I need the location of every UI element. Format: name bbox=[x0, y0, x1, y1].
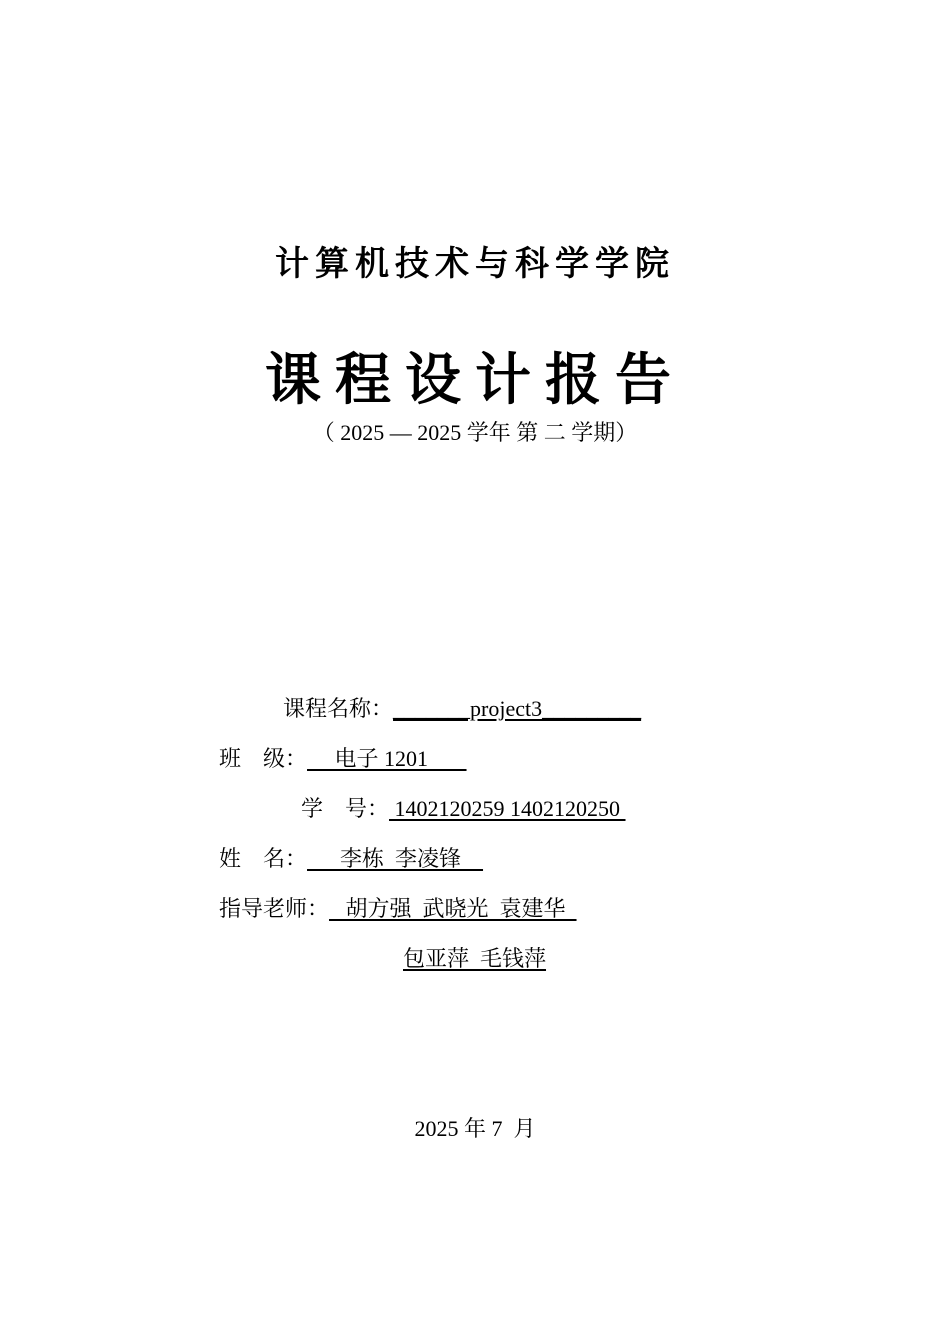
student-id-row bbox=[290, 766, 626, 823]
name-value: 李栋 李凌锋 bbox=[307, 846, 484, 871]
advisor-row-continued bbox=[392, 916, 546, 973]
college-name: 计算机技术与科学学院 bbox=[275, 244, 675, 284]
course-name-row bbox=[272, 666, 641, 723]
report-date: 2025 年 7 月 bbox=[414, 1116, 536, 1141]
class-value: 电子 1201 bbox=[307, 746, 467, 771]
report-title: 课程设计报告 bbox=[265, 347, 685, 413]
name-label: 姓 名： bbox=[219, 846, 308, 871]
student-id-label: 学 号： bbox=[301, 796, 390, 821]
name-row bbox=[208, 816, 483, 873]
advisor-label: 指导老师： bbox=[219, 896, 330, 921]
course-name-label: 课程名称： bbox=[283, 696, 394, 721]
class-row bbox=[208, 716, 467, 773]
advisor-value: 胡方强 武晓光 袁建华 bbox=[329, 896, 577, 921]
class-label: 班 级： bbox=[219, 746, 308, 771]
advisor-value-continued: 包亚萍 毛钱萍 bbox=[403, 946, 547, 971]
course-name-value: _______project3_________ bbox=[393, 696, 642, 721]
academic-term: （ 2025 — 2025 学年 第 二 学期） bbox=[312, 420, 638, 445]
advisor-row bbox=[208, 866, 577, 923]
student-id-value: 1402120259 1402120250 bbox=[389, 796, 626, 821]
